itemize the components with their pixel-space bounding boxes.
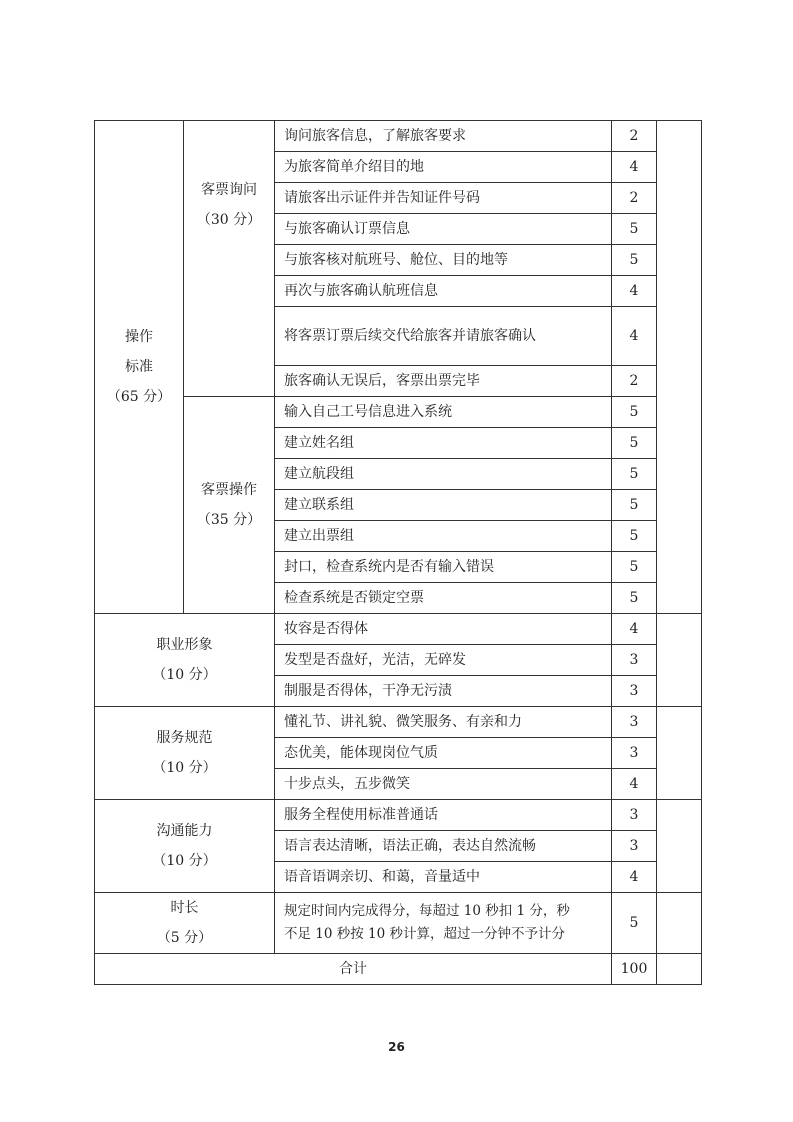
page-number: 26 xyxy=(388,1040,405,1054)
item-text: 询问旅客信息，了解旅客要求 xyxy=(275,121,612,152)
item-text: 发型是否盘好，光洁，无碎发 xyxy=(275,645,612,676)
item-score: 2 xyxy=(612,366,657,397)
duration-points: （5 分） xyxy=(156,930,213,946)
item-score: 3 xyxy=(612,800,657,831)
item-text: 检查系统是否锁定空票 xyxy=(275,583,612,614)
total-label: 合计 xyxy=(95,954,612,985)
item-text: 请旅客出示证件并告知证件号码 xyxy=(275,183,612,214)
item-score: 5 xyxy=(612,245,657,276)
item-text: 建立姓名组 xyxy=(275,428,612,459)
item-text: 语言表达清晰，语法正确，表达自然流畅 xyxy=(275,831,612,862)
operation-points: （65 分） xyxy=(106,389,172,405)
item-score: 2 xyxy=(612,183,657,214)
table-row xyxy=(95,121,702,152)
table-row xyxy=(95,800,702,831)
duration-title: 时长 xyxy=(170,900,199,916)
inquiry-subcategory-cell xyxy=(184,121,275,397)
earned-score-cell xyxy=(657,614,702,707)
item-text: 态优美，能体现岗位气质 xyxy=(275,738,612,769)
item-score: 5 xyxy=(612,214,657,245)
item-score: 3 xyxy=(612,831,657,862)
ticketing-points: （35 分） xyxy=(196,512,262,528)
item-score: 2 xyxy=(612,121,657,152)
item-text: 再次与旅客确认航班信息 xyxy=(275,276,612,307)
item-text: 旅客确认无误后，客票出票完毕 xyxy=(275,366,612,397)
image-title: 职业形象 xyxy=(156,637,213,653)
item-score: 5 xyxy=(612,397,657,428)
item-score: 5 xyxy=(612,459,657,490)
image-points: （10 分） xyxy=(152,667,217,683)
item-score: 3 xyxy=(612,738,657,769)
item-text: 制服是否得体，干净无污渍 xyxy=(275,676,612,707)
table-row xyxy=(95,614,702,645)
item-text: 输入自己工号信息进入系统 xyxy=(275,397,612,428)
item-score: 4 xyxy=(612,614,657,645)
earned-score-cell xyxy=(657,121,702,614)
item-score: 4 xyxy=(612,862,657,893)
duration-category-cell xyxy=(95,893,275,954)
earned-score-cell xyxy=(657,893,702,954)
item-text: 与旅客核对航班号、舱位、目的地等 xyxy=(275,245,612,276)
service-title: 服务规范 xyxy=(156,730,213,746)
item-score: 5 xyxy=(612,893,657,954)
item-text: 建立出票组 xyxy=(275,521,612,552)
inquiry-title: 客票询问 xyxy=(201,182,257,198)
item-score: 4 xyxy=(612,276,657,307)
communication-category-cell xyxy=(95,800,275,893)
item-text: 为旅客简单介绍目的地 xyxy=(275,152,612,183)
item-score: 3 xyxy=(612,676,657,707)
item-text: 将客票订票后续交代给旅客并请旅客确认 xyxy=(275,307,612,366)
operation-category-line: 标准 xyxy=(125,359,153,375)
inquiry-points: （30 分） xyxy=(196,212,262,228)
item-text: 建立航段组 xyxy=(275,459,612,490)
total-score: 100 xyxy=(612,954,657,985)
communication-title: 沟通能力 xyxy=(156,823,213,839)
item-score: 5 xyxy=(612,428,657,459)
operation-category-cell xyxy=(95,121,184,614)
item-text: 服务全程使用标准普通话 xyxy=(275,800,612,831)
item-score: 5 xyxy=(612,490,657,521)
item-score: 5 xyxy=(612,521,657,552)
total-row xyxy=(95,954,702,985)
item-score: 4 xyxy=(612,307,657,366)
service-category-cell xyxy=(95,707,275,800)
item-text: 妆容是否得体 xyxy=(275,614,612,645)
item-text: 懂礼节、讲礼貌、微笑服务、有亲和力 xyxy=(275,707,612,738)
ticketing-subcategory-cell xyxy=(184,397,275,614)
table-row xyxy=(95,707,702,738)
scoring-table xyxy=(94,120,702,985)
duration-item-line: 不足 10 秒按 10 秒计算，超过一分钟不予计分 xyxy=(284,926,566,942)
item-score: 5 xyxy=(612,552,657,583)
item-text: 十步点头，五步微笑 xyxy=(275,769,612,800)
item-text: 与旅客确认订票信息 xyxy=(275,214,612,245)
ticketing-title: 客票操作 xyxy=(201,482,257,498)
service-points: （10 分） xyxy=(152,760,217,776)
item-text: 语音语调亲切、和蔼，音量适中 xyxy=(275,862,612,893)
item-score: 3 xyxy=(612,645,657,676)
image-category-cell xyxy=(95,614,275,707)
item-score: 3 xyxy=(612,707,657,738)
item-score: 4 xyxy=(612,769,657,800)
table-row xyxy=(95,397,702,428)
earned-score-cell xyxy=(657,954,702,985)
operation-category-line: 操作 xyxy=(125,329,153,345)
item-score: 4 xyxy=(612,152,657,183)
item-text: 建立联系组 xyxy=(275,490,612,521)
earned-score-cell xyxy=(657,800,702,893)
table-row xyxy=(95,893,702,954)
earned-score-cell xyxy=(657,707,702,800)
communication-points: （10 分） xyxy=(152,853,217,869)
item-score: 5 xyxy=(612,583,657,614)
item-text: 封口，检查系统内是否有输入错误 xyxy=(275,552,612,583)
duration-item-cell xyxy=(275,893,612,954)
duration-item-line: 规定时间内完成得分，每超过 10 秒扣 1 分，秒 xyxy=(284,903,570,919)
